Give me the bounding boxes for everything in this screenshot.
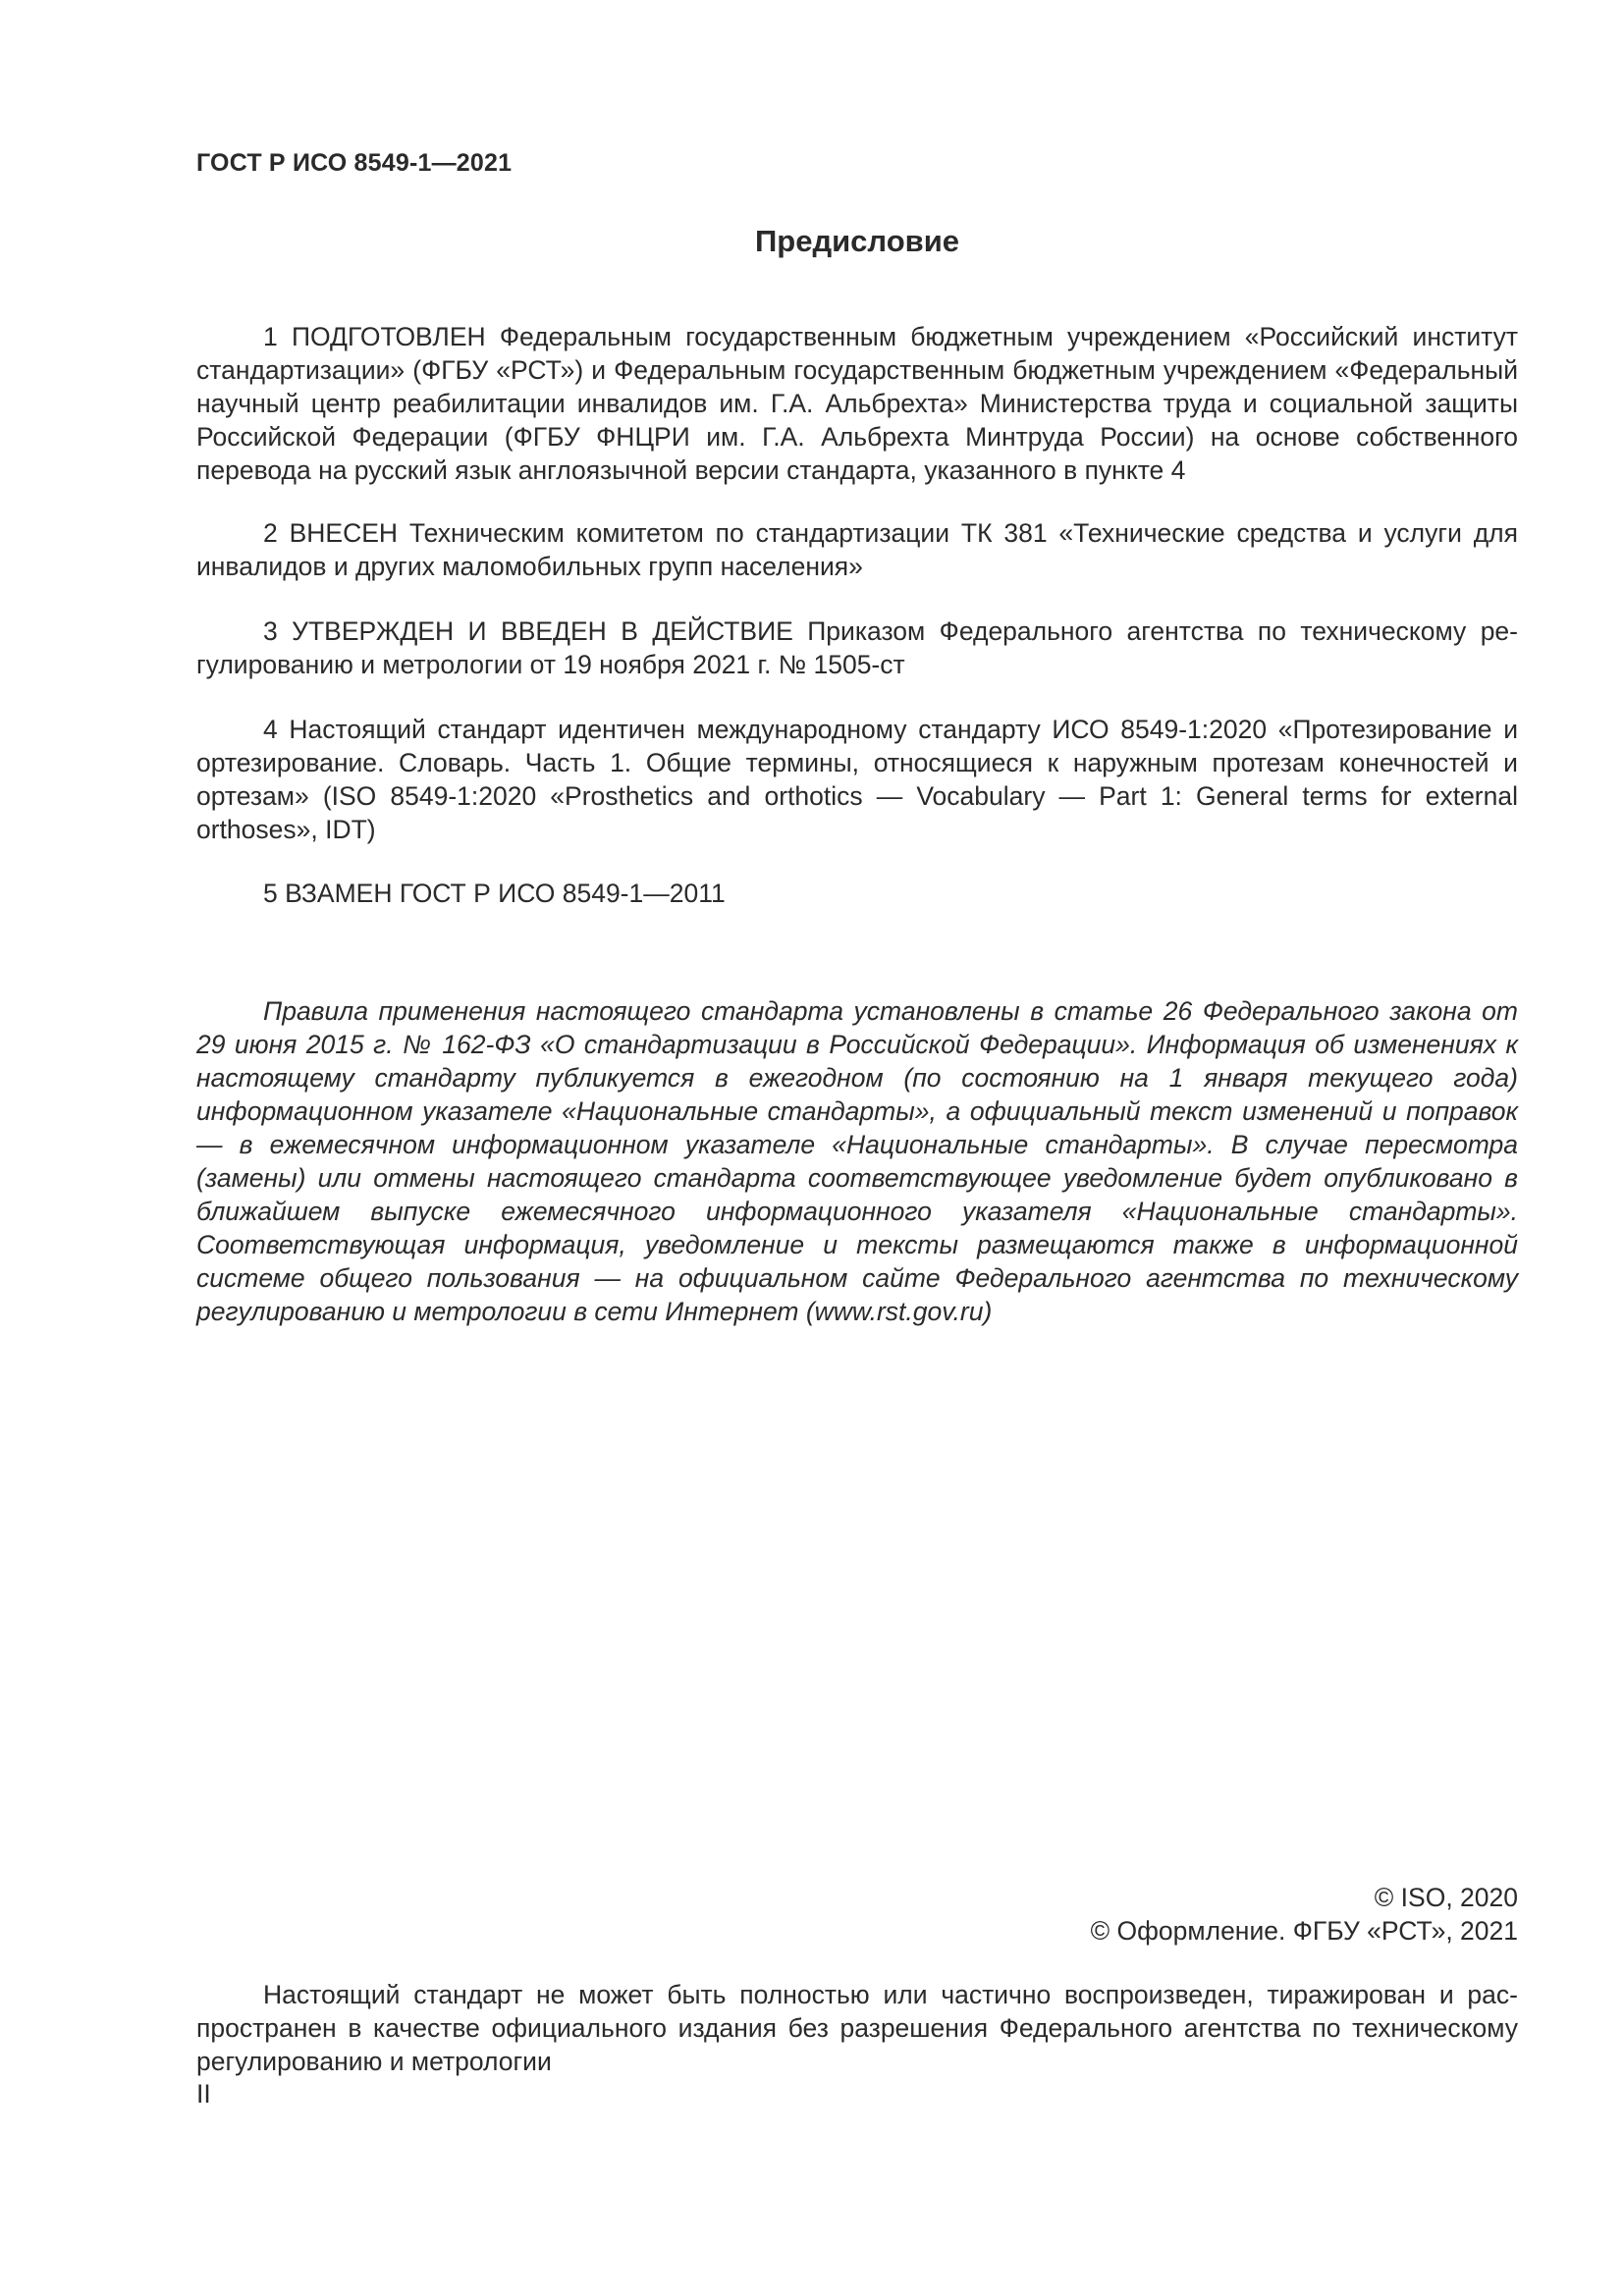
foreword-item-text: 1 ПОДГОТОВЛЕН Федеральным государственным бюджетным учреждением «Российский институт стандартизации» (ФГБУ «РСТ») и Федеральным государственным бюджетным учреждением «Федеральный научный центр реабилитации инвалидов им. Г.А. Альбрехта» Министерства труда и социальной защиты Российской Федерации (ФГБУ ФНЦРИ им. Г.А. Альбрехта Минтруда России) на основе собственного перевода на русский язык англоязычной версии стандарта, указанного в пункте 4 [196, 322, 1518, 485]
copyright-iso: © ISO, 2020 [1374, 1883, 1518, 1912]
copyright-block [1091, 1881, 1518, 1948]
foreword-item-text: 3 УТВЕРЖДЕН И ВВЕДЕН В ДЕЙСТВИЕ Приказом Федерального агентства по техническому регулированию и метрологии от 19 ноября 2021 г. № 1505-ст [196, 616, 1518, 679]
document-header: ГОСТ Р ИСО 8549-1—2021 [196, 149, 513, 177]
page-number: II [196, 2079, 211, 2109]
foreword-item-5 [196, 877, 1518, 910]
page-title: Предисловие [754, 224, 959, 258]
foreword-item-3 [196, 614, 1518, 681]
foreword-item-text: 4 Настоящий стандарт идентичен международному стандарту ИСО 8549-1:2020 «Протезирование и ортезирование. Словарь. Часть 1. Общие термины, относящиеся к наружным протезам конечностей и ортезам» (ISO 8549-1:2020 «Prosthetics and orthotics — Vocabulary — Part 1: General terms for external orthoses», IDT) [196, 715, 1518, 844]
reproduction-text: Настоящий стандарт не может быть полностью или частично воспроизведен, тиражирован и распространен в качестве официального издания без разрешения Федерального агентства по техническому регулированию и метрологии [196, 1980, 1518, 2076]
foreword-item-4 [196, 713, 1518, 846]
foreword-item-2 [196, 516, 1518, 583]
copyright-design: © Оформление. ФГБУ «РСТ», 2021 [1090, 1916, 1518, 1946]
notice-text: Правила применения настоящего стандарта установлены в статье 26 Федерального закона от 29 июня 2015 г. № 162-ФЗ «О стандартизации в Российской Федерации». Информация об изменениях к настоящему стандарту публикуется в ежегодном (по состоянию на 1 января текущего года) информационном указателе «Национальные стандарты», а официальный текст изменений и поправок — в ежемесячном информационном указателе «Национальные стандарты». В случае пересмотра (замены) или отмены настоящего стандарта соответствующее уведомление будет опубликовано в ближайшем выпуске ежемесячного информационного указателя «Национальные стандарты». Соответствующая информация, уведомление и тексты размещаются также в информационной системе общего пользования — на официальном сайте Федерального агентства по техническому регулированию и метрологии в сети Интернет (www.rst.gov.ru) [196, 996, 1518, 1326]
application-rules-notice [196, 994, 1518, 1328]
foreword-item-1 [196, 320, 1518, 487]
foreword-item-text: 5 ВЗАМЕН ГОСТ Р ИСО 8549-1—2011 [263, 879, 726, 908]
reproduction-notice [196, 1978, 1518, 2078]
foreword-item-text: 2 ВНЕСЕН Техническим комитетом по стандартизации ТК 381 «Технические средства и услуги для инвалидов и других маломобильных групп населения» [196, 518, 1518, 581]
